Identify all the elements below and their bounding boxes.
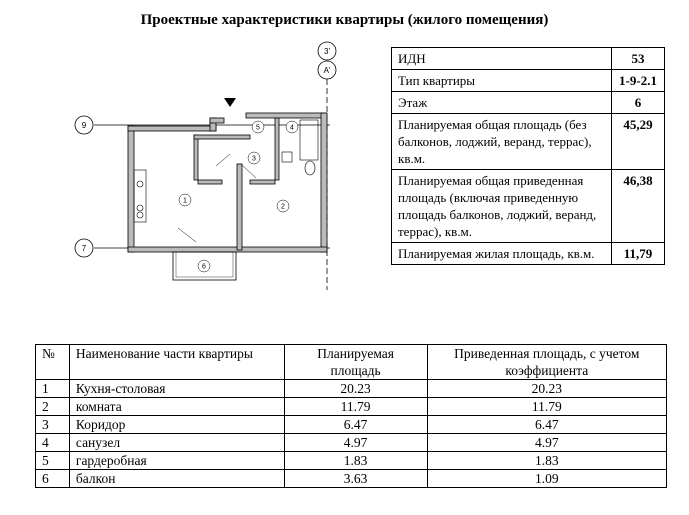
info-label: Этаж [392,92,612,114]
cell-reduced-area: 20.23 [427,380,666,398]
info-row [392,170,665,243]
room-marker-1 [179,194,191,206]
table-row [36,434,667,452]
table-row [36,452,667,470]
room-marker-2 [277,200,289,212]
floor-plan [70,40,370,290]
room-marker-6-label: 6 [202,263,206,271]
cell-name: Коридор [69,416,284,434]
info-row [392,48,665,70]
info-label: Планируемая общая приведенная площадь (включая приведенную площадь балконов, лоджий, веранд, террас), кв.м. [392,170,612,243]
info-value: 1-9-2.1 [612,70,665,92]
room-marker-2-label: 2 [281,203,285,211]
header-reduced-area: Приведенная площадь, с учетом коэффициента [427,345,666,380]
room-marker-3 [248,152,260,164]
axis-bubble-3prime [318,42,336,60]
cell-name: санузел [69,434,284,452]
entrance-marker-icon [224,98,236,107]
cell-number: 4 [36,434,70,452]
cell-planned-area: 1.83 [284,452,427,470]
cell-number: 3 [36,416,70,434]
rooms-table [35,344,667,488]
cell-planned-area: 11.79 [284,398,427,416]
cell-reduced-area: 1.09 [427,470,666,488]
header-planned-area: Планируемая площадь [284,345,427,380]
axis-label-9: 9 [81,121,87,130]
info-label: ИДН [392,48,612,70]
info-label: Планируемая жилая площадь, кв.м. [392,243,612,265]
walls [128,113,327,252]
info-value: 6 [612,92,665,114]
info-row [392,92,665,114]
axis-label-3prime: 3' [324,47,330,56]
room-marker-4-label: 4 [290,124,294,132]
cell-name: гардеробная [69,452,284,470]
header-name: Наименование части квартиры [69,345,284,380]
info-value: 46,38 [612,170,665,243]
cell-planned-area: 4.97 [284,434,427,452]
room-marker-6 [198,260,210,272]
cell-reduced-area: 1.83 [427,452,666,470]
rooms-table-header [36,345,667,380]
info-label: Тип квартиры [392,70,612,92]
cell-name: комната [69,398,284,416]
room-marker-1-label: 1 [183,197,187,205]
cell-planned-area: 3.63 [284,470,427,488]
cell-number: 2 [36,398,70,416]
cell-number: 1 [36,380,70,398]
cell-name: балкон [69,470,284,488]
axis-label-aprime: A' [323,66,331,75]
info-row [392,70,665,92]
apartment-info-table [391,47,665,265]
info-label: Планируемая общая площадь (без балконов, лоджий, веранд, террас), кв.м. [392,114,612,170]
table-row [36,398,667,416]
cell-name: Кухня-столовая [69,380,284,398]
info-row [392,114,665,170]
room-marker-5-label: 5 [256,124,260,132]
info-value: 53 [612,48,665,70]
info-value: 45,29 [612,114,665,170]
header-number: № [36,345,70,380]
kitchen-equipment [134,170,146,222]
page-title: Проектные характеристики квартиры (жилого помещения) [140,12,549,28]
table-row [36,470,667,488]
axis-label-7: 7 [81,244,87,253]
info-row [392,243,665,265]
cell-reduced-area: 4.97 [427,434,666,452]
room-marker-4 [286,121,298,133]
axis-bubble-aprime [318,61,336,79]
room-marker-3-label: 3 [252,155,256,163]
table-row [36,416,667,434]
cell-planned-area: 20.23 [284,380,427,398]
axis-bubble-9 [75,116,93,134]
cell-number: 5 [36,452,70,470]
cell-reduced-area: 6.47 [427,416,666,434]
table-row [36,380,667,398]
cell-number: 6 [36,470,70,488]
axis-bubble-7 [75,239,93,257]
cell-planned-area: 6.47 [284,416,427,434]
room-marker-5 [252,121,264,133]
info-value: 11,79 [612,243,665,265]
cell-reduced-area: 11.79 [427,398,666,416]
